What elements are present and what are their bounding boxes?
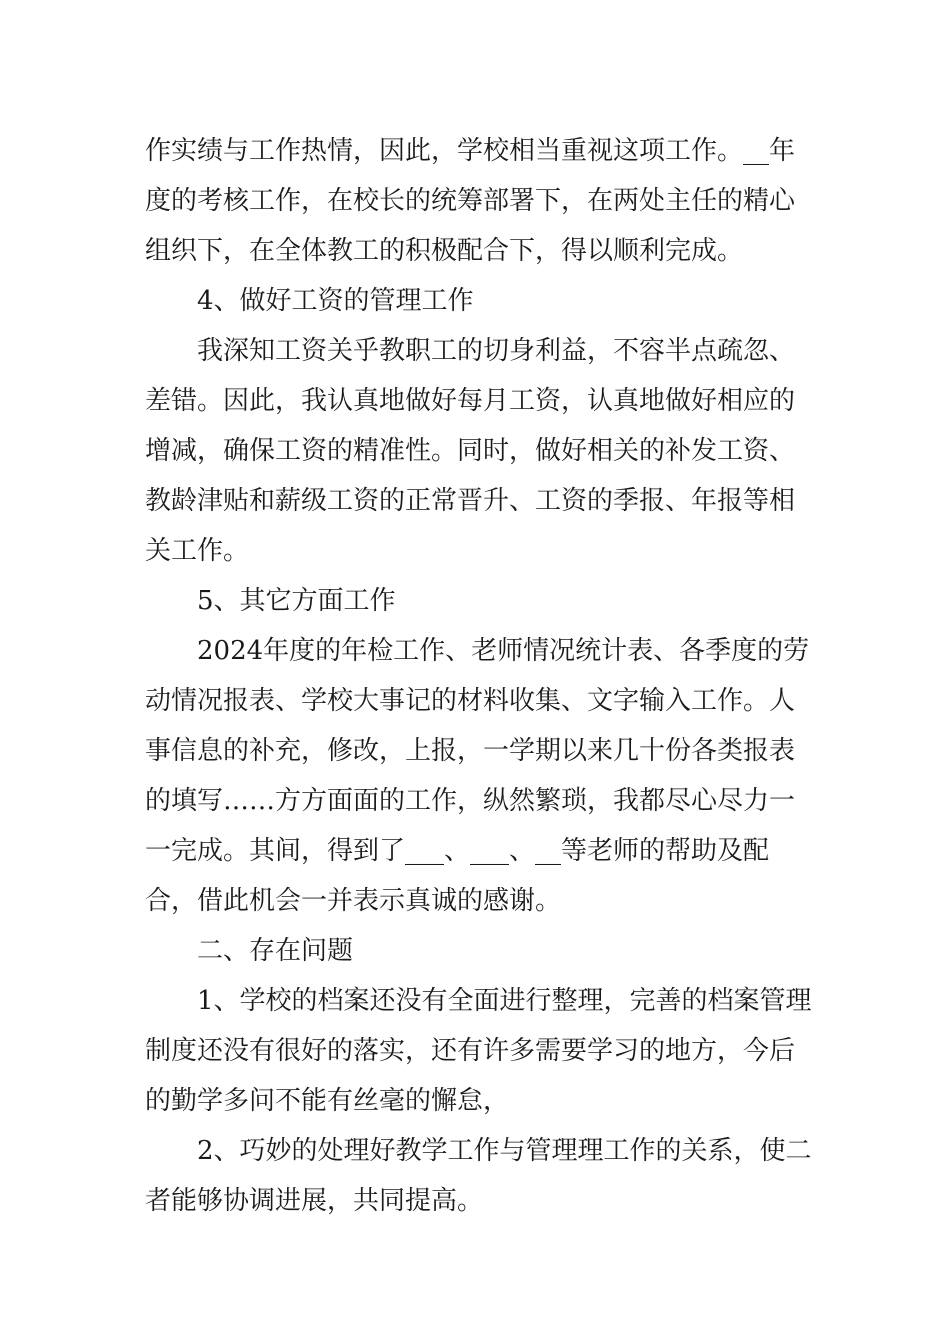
document-body	[145, 126, 815, 1226]
paragraph-other-work: 2024年度的年检工作、老师情况统计表、各季度的劳动情况报表、学校大事记的材料收集、文字输入工作。人事信息的补充，修改，上报，一学期以来几十份各类报表的填写……方方面面的工作，纵然繁琐，我都尽心尽力一一完成。其间，得到了___、___、__等老师的帮助及配合，借此机会一并表示真诚的感谢。	[145, 636, 810, 916]
section-heading-other-work: 5、其它方面工作	[197, 586, 396, 616]
section-heading-salary: 4、做好工资的管理工作	[197, 286, 474, 316]
paragraph-problem-2: 2、巧妙的处理好教学工作与管理理工作的关系，使二者能够协调进展，共同提高。	[145, 1136, 812, 1216]
section-heading-problems: 二、存在问题	[197, 936, 354, 966]
paragraph-continuation: 作实绩与工作热情，因此，学校相当重视这项工作。__年度的考核工作，在校长的统筹部署下，在两处主任的精心组织下，在全体教工的积极配合下，得以顺利完成。	[145, 136, 796, 266]
paragraph-problem-1: 1、学校的档案还没有全面进行整理，完善的档案管理制度还没有很好的落实，还有许多需要学习的地方，今后的勤学多问不能有丝毫的懈怠，	[145, 986, 812, 1116]
paragraph-salary: 我深知工资关乎教职工的切身利益，不容半点疏忽、差错。因此，我认真地做好每月工资，认真地做好相应的增减，确保工资的精准性。同时，做好相关的补发工资、教龄津贴和薪级工资的正常晋升、工资的季报、年报等相关工作。	[145, 336, 796, 566]
